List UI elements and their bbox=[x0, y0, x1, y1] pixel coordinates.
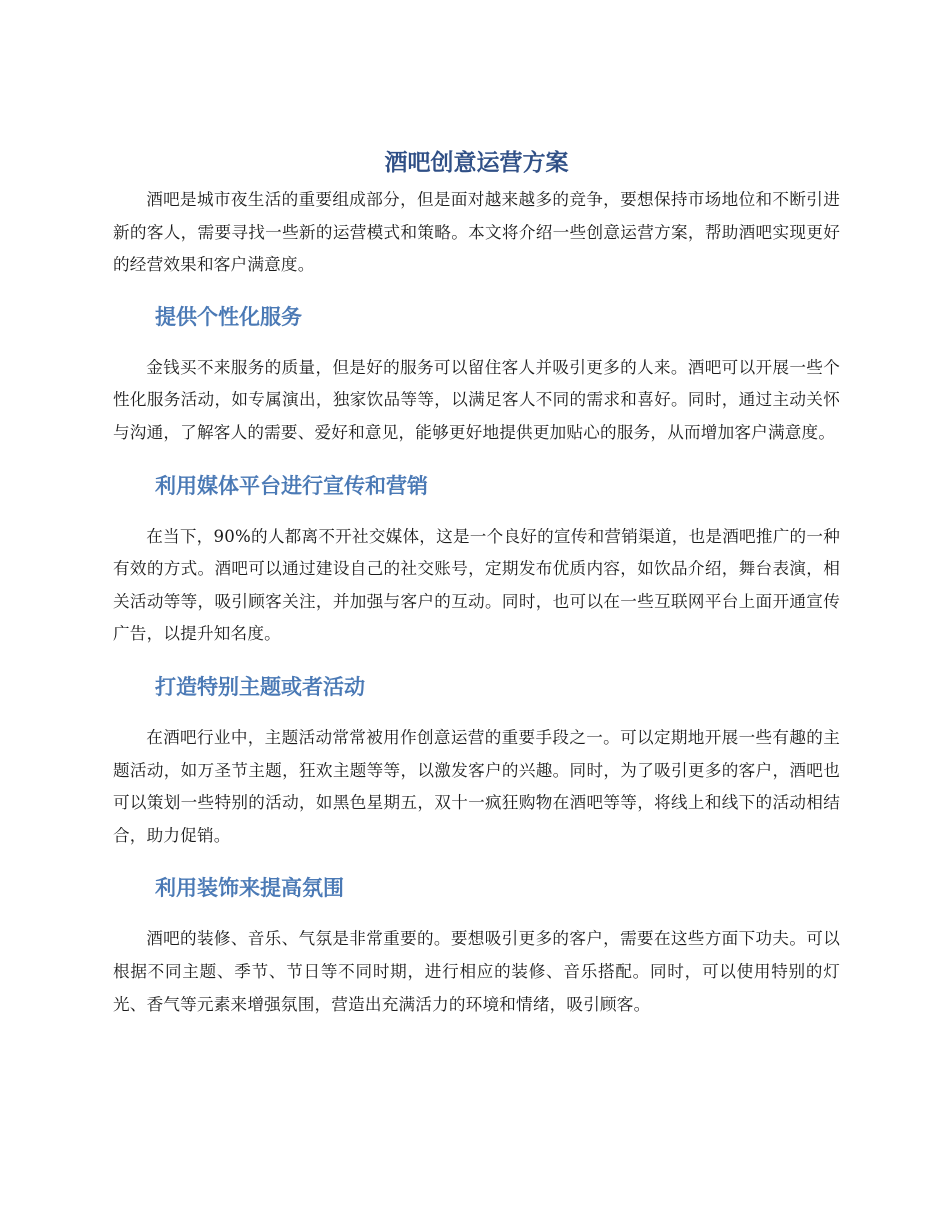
section-heading-personalized-service: 提供个性化服务 bbox=[155, 304, 302, 329]
section-body-personalized-service: 金钱买不来服务的质量，但是好的服务可以留住客人并吸引更多的人来。酒吧可以开展一些个性化服务活动，如专属演出，独家饮品等等，以满足客人不同的需求和喜好。同时，通过主动关怀与沟通，了解客人的需要、爱好和意见，能够更好地提供更加贴心的服务，从而增加客户满意度。 bbox=[113, 357, 840, 442]
section-body-decoration-atmosphere: 酒吧的装修、音乐、气氛是非常重要的。要想吸引更多的客户，需要在这些方面下功夫。可以根据不同主题、季节、节日等不同时期，进行相应的装修、音乐搭配。同时，可以使用特别的灯光、香气等元素来增强氛围，营造出充满活力的环境和情绪，吸引顾客。 bbox=[113, 929, 840, 1014]
section-body-themed-events: 在酒吧行业中，主题活动常常被用作创意运营的重要手段之一。可以定期地开展一些有趣的主题活动，如万圣节主题，狂欢主题等等，以激发客户的兴趣。同时，为了吸引更多的客户，酒吧也可以策划一些特别的活动，如黑色星期五，双十一疯狂购物在酒吧等等，将线上和线下的活动相结合，助力促销。 bbox=[113, 727, 840, 845]
section-heading-themed-events: 打造特别主题或者活动 bbox=[155, 674, 365, 699]
section-body-media-marketing: 在当下，90%的人都离不开社交媒体，这是一个良好的宣传和营销渠道，也是酒吧推广的一种有效的方式。酒吧可以通过建设自己的社交账号，定期发布优质内容，如饮品介绍，舞台表演，相关活动等等，吸引顾客关注，并加强与客户的互动。同时，也可以在一些互联网平台上面开通宣传广告，以提升知名度。 bbox=[113, 526, 840, 644]
section-heading-decoration-atmosphere: 利用装饰来提高氛围 bbox=[155, 876, 344, 901]
document-title: 酒吧创意运营方案 bbox=[384, 150, 569, 176]
intro-paragraph: 酒吧是城市夜生活的重要组成部分，但是面对越来越多的竞争，要想保持市场地位和不断引进新的客人，需要寻找一些新的运营模式和策略。本文将介绍一些创意运营方案，帮助酒吧实现更好的经营效果和客户满意度。 bbox=[113, 190, 840, 275]
section-heading-media-marketing: 利用媒体平台进行宣传和营销 bbox=[155, 473, 428, 498]
document-body bbox=[113, 146, 840, 1021]
